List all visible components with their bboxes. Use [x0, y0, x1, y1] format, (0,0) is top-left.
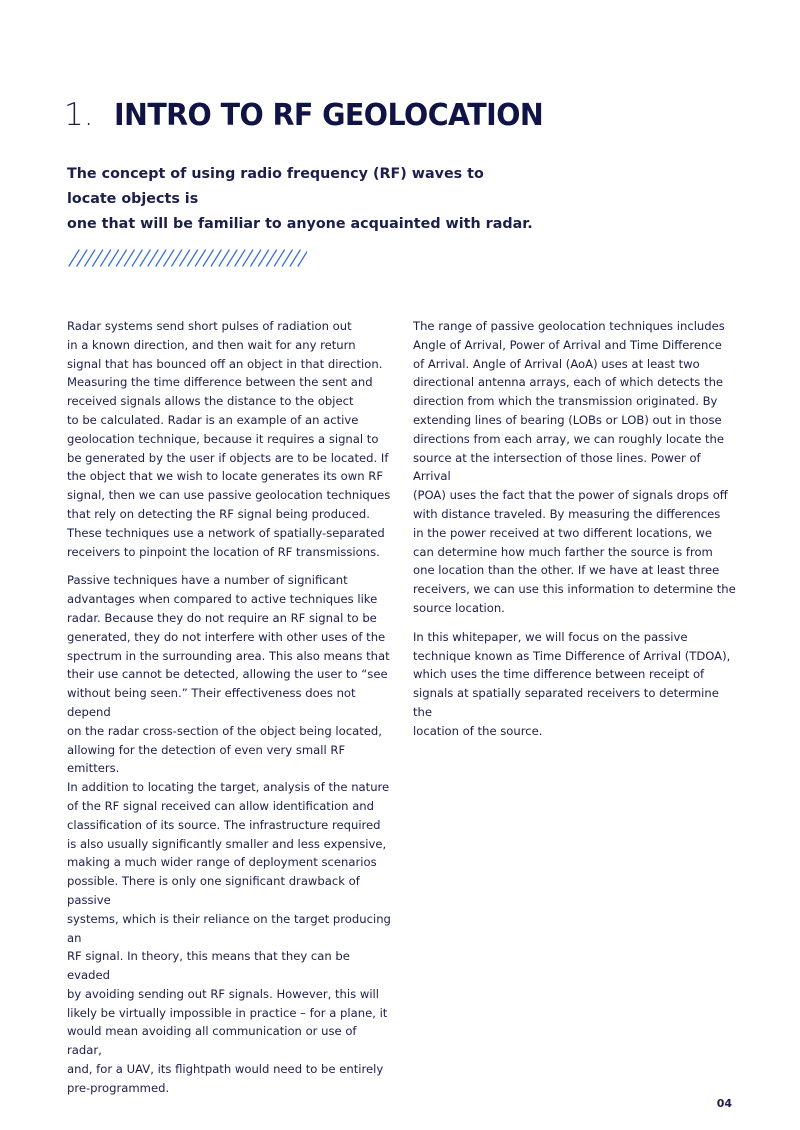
hatch-line	[282, 250, 292, 266]
hatch-line	[156, 250, 166, 266]
hatch-line	[93, 250, 103, 266]
hatch-line	[109, 250, 119, 266]
body-paragraph: In this whitepaper, we will focus on the passive technique known as Time Difference of Arrival (TDOA), which uses the time difference between receipt of signals at spatially separated receivers to determine the location of the source.	[413, 629, 731, 738]
hatch-line	[259, 250, 269, 266]
hatch-line	[172, 250, 182, 266]
hatch-line	[140, 250, 150, 266]
section-title: INTRO TO RF GEOLOCATION	[114, 98, 544, 133]
hatch-line	[203, 250, 213, 266]
hatch-line	[148, 250, 158, 266]
hatch-line	[211, 250, 221, 266]
section-heading	[64, 97, 566, 133]
lede-paragraph: The concept of using radio frequency (RF) waves to locate objects is one that will be familiar to anyone acquainted with radar.	[67, 166, 533, 232]
hatch-line	[116, 250, 126, 266]
body-paragraph: The range of passive geolocation techniques includes Angle of Arrival, Power of Arrival and Time Difference of Arrival. Angle of Arrival (AoA) uses at least two directional antenna arrays, each of which detects the direction from which the transmission originated. By extending lines of bearing (LOBs or LOB) out in those directions from each array, we can roughly locate the source at the intersection of those lines. Power of Arrival (POA) uses the fact that the power of signals drops off with distance traveled. By measuring the differences in the power received at two different locations, we can determine how much farther the source is from one location than the other. If we have at least three receivers, we can use this information to determine the source location.	[413, 319, 736, 615]
hatch-line	[243, 250, 253, 266]
body-paragraph: Passive techniques have a number of significant advantages when compared to active techniques like radar. Because they do not require an RF signal to be generated, they do not interfere with other uses of the spectrum in the surrounding area. This also means that their use cannot be detected, allowing the user to “see without being seen.” Their effectiveness does not depend on the radar cross-section of the object being located, allowing for the detection of even very small RF emitters. In addition to locating the target, analysis of the nature of the RF signal received can allow identification and classification of its source. The infrastructure required is also usually significantly smaller and less expensive, making a much wider range of deployment scenarios possible. There is only one significant drawback of passive systems, which is their reliance on the target producing an RF signal. In theory, this means that they can be evaded by avoiding sending out RF signals. However, this will likely be virtually impossible in practice – for a plane, it would mean avoiding all communication or use of radar, and, for a UAV, its flightpath would need to be entirely pre-programmed.	[67, 573, 391, 1095]
page-number: 04	[716, 1097, 732, 1110]
hatch-line	[124, 250, 134, 266]
hatch-line	[251, 250, 261, 266]
left-column	[67, 317, 392, 1108]
hatch-line	[267, 250, 277, 266]
hatch-line	[132, 250, 142, 266]
hatch-line	[219, 250, 229, 266]
hatch-line	[195, 250, 205, 266]
hatch-line	[274, 250, 284, 266]
hatch-line	[235, 250, 245, 266]
hatch-line	[69, 250, 79, 266]
hatch-line	[77, 250, 87, 266]
body-paragraph: Radar systems send short pulses of radiation out in a known direction, and then wait for any return signal that has bounced off an object in that direction. Measuring the time difference between the sent and received signals allows the distance to the object to be calculated. Radar is an example of an active geolocation technique, because it requires a signal to be generated by the user if objects are to be located. If the object that we wish to locate generates its own RF signal, then we can use passive geolocation techniques that rely on detecting the RF signal being produced. These techniques use a network of spatially-separated receivers to pinpoint the location of RF transmissions.	[67, 319, 391, 559]
hatch-lines	[69, 250, 307, 266]
hatch-line	[188, 250, 198, 266]
section-number: 1.	[64, 97, 94, 133]
decorative-hatch-rule	[67, 248, 307, 268]
hatch-line	[85, 250, 95, 266]
hatch-line	[290, 250, 300, 266]
hatch-line	[227, 250, 237, 266]
hatch-line	[164, 250, 174, 266]
hatch-line	[180, 250, 190, 266]
right-column	[413, 317, 738, 751]
hatch-line	[101, 250, 111, 266]
